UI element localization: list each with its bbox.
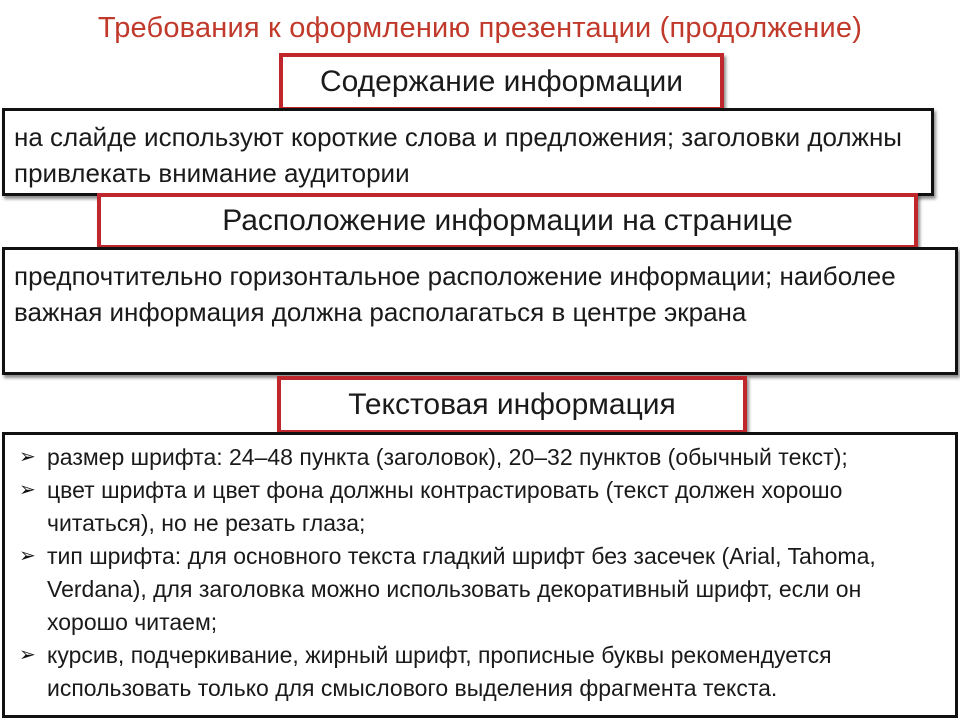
section-heading-content: Содержание информации [279,53,724,111]
slide-title: Требования к оформлению презентации (продолжение) [97,12,863,44]
list-item-text: размер шрифта: 24–48 пункта (заголовок), 20–32 пунктов (обычный текст); [47,444,848,470]
list-item-text: тип шрифта: для основного текста гладкий шрифт без засечек (Arial, Tahoma, Verdana), для заголовка можно использовать декоративный шрифт, если он хорошо читаем; [47,543,876,635]
section-heading-text: Текстовая информация [277,376,747,434]
section-heading-layout: Расположение информации на странице [97,193,918,249]
section-body-layout [2,247,958,375]
section-body-text: предпочтительно горизонтальное расположение информации; наиболее важная информация должна располагаться в центре экрана [14,261,896,327]
arrow-checkmark-icon: ➢ [19,479,36,501]
list-item-text: курсив, подчеркивание, жирный шрифт, прописные буквы рекомендуется использовать только для смыслового выделения фрагмента текста. [47,642,832,701]
section-body-content [2,108,934,196]
section-body-text: на слайде используют короткие слова и предложения; заголовки должны привлекать внимание аудитории [14,122,902,188]
arrow-checkmark-icon: ➢ [19,644,36,666]
list-item [15,540,945,639]
list-item [15,639,945,705]
arrow-checkmark-icon: ➢ [19,545,36,567]
arrow-checkmark-icon: ➢ [19,446,36,468]
list-item [15,441,945,474]
list-item-text: цвет шрифта и цвет фона должны контрастировать (текст должен хорошо читаться), но не резать глаза; [47,477,843,536]
list-item [15,474,945,540]
text-requirements-list [2,432,958,718]
